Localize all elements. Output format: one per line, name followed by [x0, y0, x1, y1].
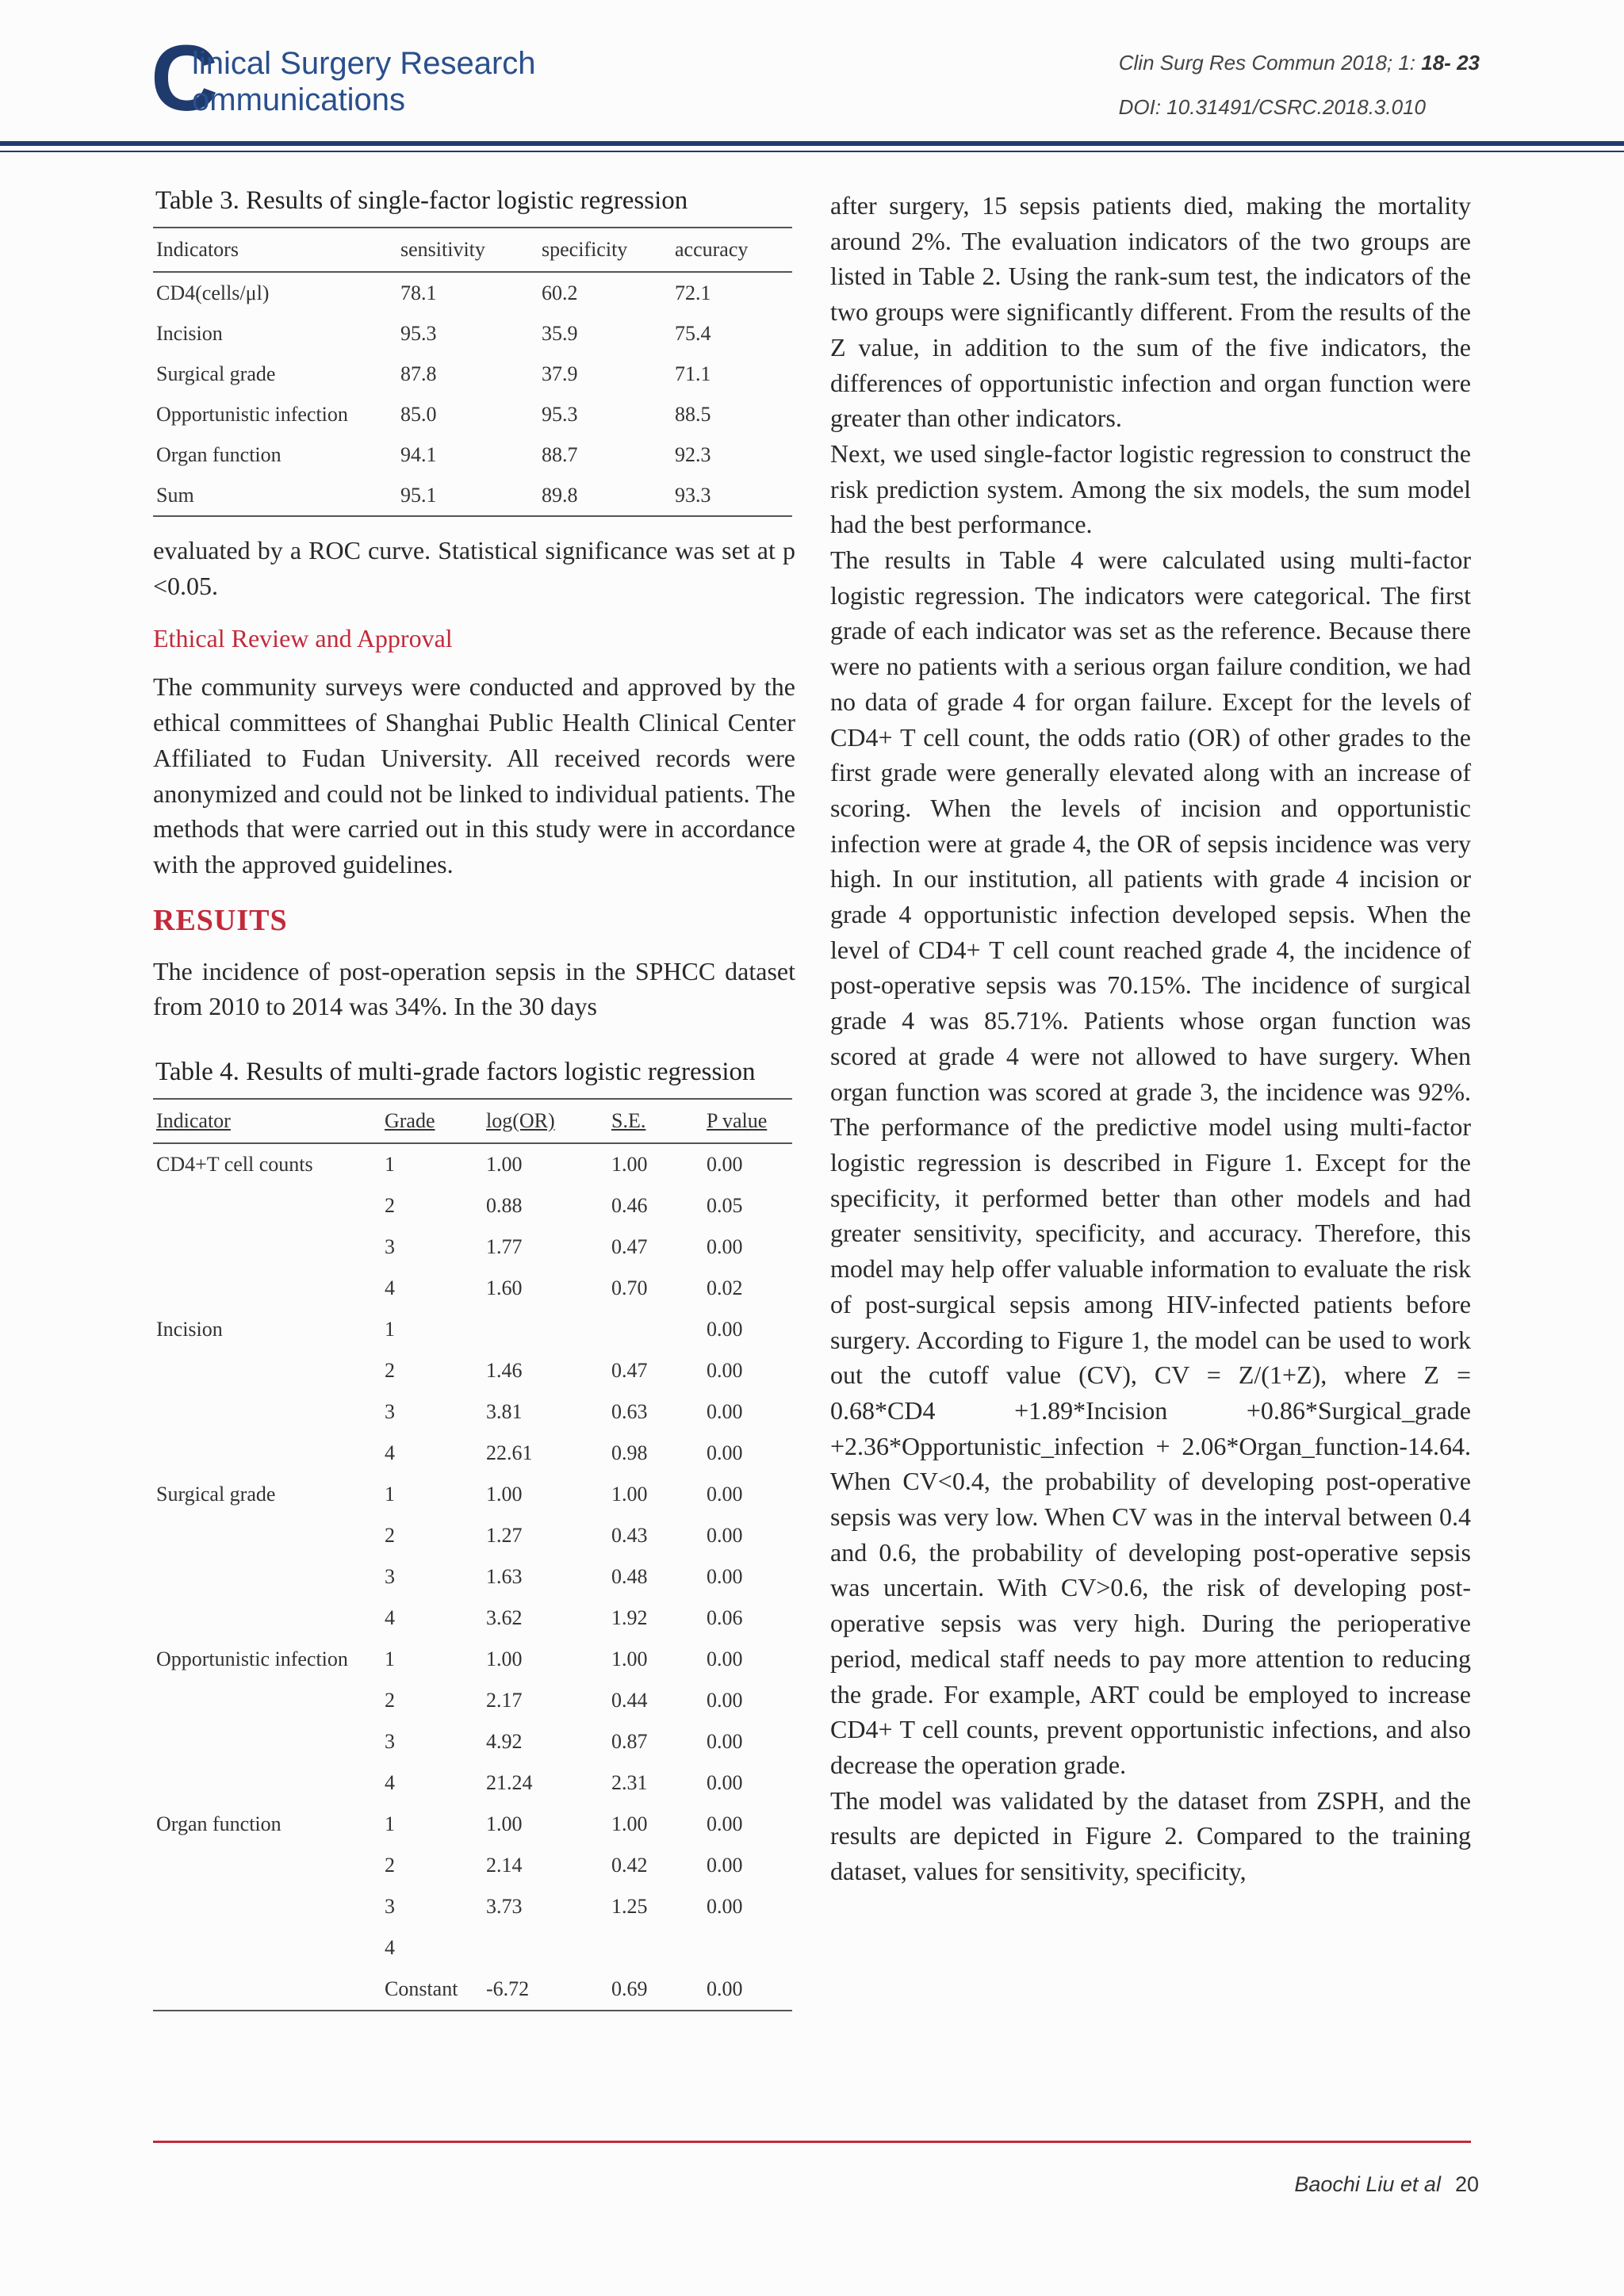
table-cell [608, 1927, 703, 1969]
table-cell: 1.60 [486, 1276, 523, 1300]
table-cell: Organ function [156, 1812, 282, 1836]
table-cell: 0.43 [611, 1524, 648, 1548]
column-header: Indicator [153, 1099, 381, 1143]
table-cell: 3 [385, 1730, 395, 1754]
logo-line-1: linical Surgery Research [192, 46, 536, 81]
table-cell: Sum [153, 475, 397, 516]
table-cell: 0.46 [611, 1194, 648, 1218]
table-cell: 0.00 [707, 1565, 743, 1589]
table-cell: CD4+T cell counts [156, 1153, 313, 1177]
table-cell: 0.00 [707, 1730, 743, 1754]
table4 [153, 1098, 792, 2011]
table-row [153, 475, 792, 516]
table-cell [153, 1927, 381, 1969]
paragraph-roc: evaluated by a ROC curve. Statistical significance was set at p <0.05. [153, 536, 795, 600]
table-cell: Opportunistic infection [156, 402, 348, 426]
heading-ethics: Ethical Review and Approval [153, 624, 453, 653]
table-cell: Surgical grade [156, 362, 276, 385]
table-cell: 1 [385, 1153, 395, 1177]
table-row [153, 313, 792, 354]
table-cell: 2 [385, 1194, 395, 1218]
table-cell: 85.0 [400, 402, 437, 426]
right-column [830, 188, 1471, 1889]
table-cell: 75.4 [675, 321, 711, 345]
logo-line-2: ommunications [192, 82, 406, 117]
table-cell [153, 1680, 381, 1721]
column-header: specificity [538, 228, 672, 272]
table-cell: 89.8 [538, 475, 672, 516]
table-cell: 72.1 [675, 281, 711, 304]
paragraph-ethics: The community surveys were conducted and approved by the ethical committees of Shanghai Public Health Clinical Center Affiliated to Fudan University. All received records were anonymized and could not be linked to individual patients. The methods that were carried out in this study were in accordance with the approved guidelines. [153, 672, 795, 878]
table-cell [483, 1309, 608, 1350]
table-row [153, 1598, 792, 1639]
header-rule-thin [0, 151, 1624, 152]
table-cell: 0.98 [611, 1441, 648, 1465]
table-cell [153, 1268, 381, 1309]
table-cell: Constant [381, 1969, 483, 2011]
table-cell: 0.00 [707, 1854, 743, 1877]
table-cell: 0.69 [608, 1969, 703, 2011]
table-cell: 0.05 [707, 1194, 743, 1218]
footer-rule [153, 2141, 1471, 2143]
table-row [153, 1762, 792, 1804]
column-header: log(OR) [483, 1099, 608, 1143]
table-cell: Organ function [156, 442, 282, 466]
table-cell: 1.00 [486, 1483, 523, 1506]
table-cell: 2 [385, 1524, 395, 1548]
table-cell: 0.00 [707, 1359, 743, 1383]
table-cell: 2 [385, 1854, 395, 1877]
table-row [153, 1680, 792, 1721]
table-cell: 2.17 [486, 1689, 523, 1712]
table-cell [703, 1927, 792, 1969]
table-cell: 0.00 [707, 1400, 743, 1424]
table-row [153, 1185, 792, 1226]
table-cell: 1.25 [611, 1895, 648, 1919]
table-cell: 1.00 [611, 1483, 648, 1506]
table-cell: 4 [385, 1276, 395, 1300]
table-cell: 0.00 [707, 1689, 743, 1712]
table-cell: 88.7 [542, 442, 578, 466]
table-cell [153, 1598, 381, 1639]
table-cell: 2.14 [486, 1854, 523, 1877]
header-rule [0, 141, 1624, 146]
citation-prefix: Clin Surg Res Commun 2018; 1: [1118, 51, 1422, 75]
table-cell: 1 [385, 1318, 395, 1341]
table-cell: 1.00 [486, 1812, 523, 1836]
table-cell: 71.1 [675, 362, 711, 385]
table-row [153, 272, 792, 313]
table-cell: 0.87 [611, 1730, 648, 1754]
table-cell: Surgical grade [156, 1483, 276, 1506]
footer-author: Baochi Liu et al [1294, 2172, 1441, 2196]
table-cell: 0.00 [707, 1771, 743, 1795]
table-cell: 1 [385, 1812, 395, 1836]
column-header: sensitivity [397, 228, 538, 272]
table-row [153, 434, 792, 475]
table-cell: 3.73 [486, 1895, 523, 1919]
table-cell: 0.00 [707, 1812, 743, 1836]
table-cell: 0.00 [707, 1318, 743, 1341]
page-number: 20 [1454, 2172, 1479, 2196]
table3-caption: Table 3. Results of single-factor logistic regression [155, 186, 688, 215]
table-cell: 94.1 [400, 442, 437, 466]
table-cell: 1.00 [486, 1153, 523, 1177]
table-cell: 3.62 [486, 1606, 523, 1630]
table-cell: 0.06 [707, 1606, 743, 1630]
table-cell: 2.31 [611, 1771, 648, 1795]
table-cell: 21.24 [486, 1771, 533, 1795]
table-cell: 1 [385, 1483, 395, 1506]
table-row [153, 1556, 792, 1598]
table-cell: 0.00 [707, 1647, 743, 1671]
table-row [153, 1309, 792, 1350]
table-cell: 3 [385, 1565, 395, 1589]
table-cell [153, 1721, 381, 1762]
table-cell: 1 [385, 1647, 395, 1671]
table-cell: 60.2 [542, 281, 578, 304]
journal-logo [151, 26, 563, 131]
table4-caption: Table 4. Results of multi-grade factors logistic regression [155, 1058, 756, 1087]
table-cell: 92.3 [675, 442, 711, 466]
table-cell [153, 1350, 381, 1391]
table-cell [153, 1515, 381, 1556]
table-cell: 1.00 [486, 1647, 523, 1671]
table-row [153, 1804, 792, 1845]
table-row [153, 1639, 792, 1680]
column-header: accuracy [672, 228, 792, 272]
table-cell: 0.42 [611, 1854, 648, 1877]
left-column [153, 186, 795, 2011]
table-cell: 3 [385, 1235, 395, 1259]
table-row [153, 1350, 792, 1391]
table-row [153, 1474, 792, 1515]
table-cell [153, 1886, 381, 1927]
table-cell [153, 1433, 381, 1474]
table-row [153, 1268, 792, 1309]
table-cell: Incision [156, 1318, 223, 1341]
table-cell: 0.00 [707, 1524, 743, 1548]
paragraph-mortality: after surgery, 15 sepsis patients died, making the mortality around 2%. The evaluation indicators of the two groups are listed in Table 2. Using the rank-sum test, the indicators of the two groups were significantly different. From the results of the Z value, in addition to the sum of the five indicators, the differences of opportunistic infection and organ function were greater than other indicators. [830, 191, 1471, 433]
table-cell: 1.46 [486, 1359, 523, 1383]
table-cell: -6.72 [483, 1969, 608, 2011]
table-cell [153, 1391, 381, 1433]
table-cell: 93.3 [672, 475, 792, 516]
table-cell: 0.00 [707, 1895, 743, 1919]
paragraph-results: The incidence of post-operation sepsis in the SPHCC dataset from 2010 to 2014 was 34%. In the 30 days [153, 956, 795, 1021]
table-cell: 0.48 [611, 1565, 648, 1589]
table-cell: 0.00 [707, 1153, 743, 1177]
table-cell: 4 [385, 1606, 395, 1630]
table-row [153, 1721, 792, 1762]
table-cell: 4 [385, 1441, 395, 1465]
paragraph-single-factor: Next, we used single-factor logistic regression to construct the risk prediction system. Among the six models, the sum model had the best performance. [830, 438, 1471, 539]
table-row [153, 1143, 792, 1185]
table-cell: 0.00 [703, 1969, 792, 2011]
table-cell [153, 1762, 381, 1804]
table-cell: 4 [385, 1771, 395, 1795]
table-cell [153, 1969, 381, 2011]
table-cell: 22.61 [486, 1441, 533, 1465]
table-cell: 4 [385, 1936, 395, 1960]
citation-pages: 18- 23 [1421, 51, 1480, 75]
table-cell: 35.9 [542, 321, 578, 345]
page-footer [1294, 2172, 1479, 2197]
table-cell: 0.47 [611, 1359, 648, 1383]
heading-results: RESUITS [153, 903, 288, 937]
table-cell: 0.44 [611, 1689, 648, 1712]
table-row [153, 1886, 792, 1927]
table-row [153, 1969, 792, 2011]
table-cell: 1.00 [611, 1812, 648, 1836]
logo-letter: C [151, 26, 219, 131]
table-cell: 4.92 [486, 1730, 523, 1754]
table-row [153, 394, 792, 434]
table-cell: 95.1 [397, 475, 538, 516]
table3 [153, 227, 792, 517]
table-cell: 2 [385, 1689, 395, 1712]
table-row [153, 1927, 792, 1969]
table-cell: 1.00 [611, 1647, 648, 1671]
table-cell: 2 [385, 1359, 395, 1383]
table-cell: 0.00 [707, 1483, 743, 1506]
table-cell: 1.27 [486, 1524, 523, 1548]
table-cell: 0.63 [611, 1400, 648, 1424]
table-row [153, 354, 792, 394]
table-cell: CD4(cells/μl) [156, 281, 270, 304]
table-cell: 1.63 [486, 1565, 523, 1589]
table-cell: 0.47 [611, 1235, 648, 1259]
table-cell: 37.9 [542, 362, 578, 385]
table-cell: 3 [385, 1895, 395, 1919]
column-header: Grade [381, 1099, 483, 1143]
table-cell: 95.3 [400, 321, 437, 345]
table-cell [153, 1226, 381, 1268]
table-row [153, 1226, 792, 1268]
table-cell: 1.92 [611, 1606, 648, 1630]
table-cell: 0.88 [486, 1194, 523, 1218]
table-cell: 0.00 [707, 1441, 743, 1465]
table-cell [153, 1185, 381, 1226]
table-cell: 87.8 [400, 362, 437, 385]
column-header: P value [703, 1099, 792, 1143]
table-cell [153, 1845, 381, 1886]
table-cell: 0.02 [707, 1276, 743, 1300]
table-row [153, 1515, 792, 1556]
table-cell: 1.77 [486, 1235, 523, 1259]
table-cell [483, 1927, 608, 1969]
column-header: S.E. [608, 1099, 703, 1143]
table-row [153, 1845, 792, 1886]
paragraph-validation: The model was validated by the dataset from ZSPH, and the results are depicted in Figure 2. Compared to the training dataset, values for sensitivity, specificity, [830, 1785, 1471, 1886]
doi: DOI: 10.31491/CSRC.2018.3.010 [1118, 95, 1426, 119]
table-cell: 3 [385, 1400, 395, 1424]
citation [1119, 51, 1480, 75]
table-cell: 78.1 [400, 281, 437, 304]
table-cell: 88.5 [675, 402, 711, 426]
table-row [153, 1391, 792, 1433]
table-cell: Incision [156, 321, 223, 345]
column-header: Indicators [153, 228, 397, 272]
table-cell: 0.70 [611, 1276, 648, 1300]
table-cell: 1.00 [611, 1153, 648, 1177]
paragraph-multi-factor: The results in Table 4 were calculated using multi-factor logistic regression. The indicators were categorical. The first grade of each indicator was set as the reference. Because there were no patients with a serious organ failure condition, we had no data of grade 4 for organ failure. Except for the levels of CD4+ T cell count, the odds ratio (OR) of other grades to the first grade were generally elevated along with an increase of scoring. When the levels of incision and opportunistic infection were at grade 4, the OR of sepsis incidence was very high. In our institution, all patients with grade 4 incision or grade 4 opportunistic infection developed sepsis. When the level of CD4+ T cell count reached grade 4, the incidence of post-operative sepsis was 70.15%. The incidence of surgical grade 4 was 85.71%. Patients whose organ function was scored at grade 4 were not allowed to have surgery. When organ function was scored at grade 3, the incidence was 92%. The performance of the predictive model using multi-factor logistic regression is described in Figure 1. Except for the specificity, it performed better than other models and had greater sensitivity, specificity, and accuracy. Therefore, this model may help offer valuable information to evaluate the risk of post-surgical sepsis among HIV-infected patients before surgery. According to Figure 1, the model can be used to work out the cutoff value (CV), CV = Z/(1+Z), where Z = 0.68*CD4 +1.89*Incision +0.86*Surgical_grade +2.36*Opportunistic_infection + 2.06*Organ_function-14.64. When CV<0.4, the probability of developing post-operative sepsis was very low. When CV was in the interval between 0.4 and 0.6, the probability of developing post-operative sepsis was uncertain. With CV>0.6, the risk of developing post-operative sepsis was very high. During the perioperative period, medical staff needs to pay more attention to reducing the grade. For example, ART could be employed to increase CD4+ T cell counts, prevent opportunistic infections, and also decrease the operation grade. [830, 545, 1471, 1779]
page-header [0, 0, 1624, 159]
table-cell [153, 1556, 381, 1598]
table-cell: 95.3 [542, 402, 578, 426]
table-row [153, 1433, 792, 1474]
table-cell: Opportunistic infection [156, 1647, 348, 1671]
table-cell [608, 1309, 703, 1350]
table-cell: 3.81 [486, 1400, 523, 1424]
table-cell: 0.00 [707, 1235, 743, 1259]
